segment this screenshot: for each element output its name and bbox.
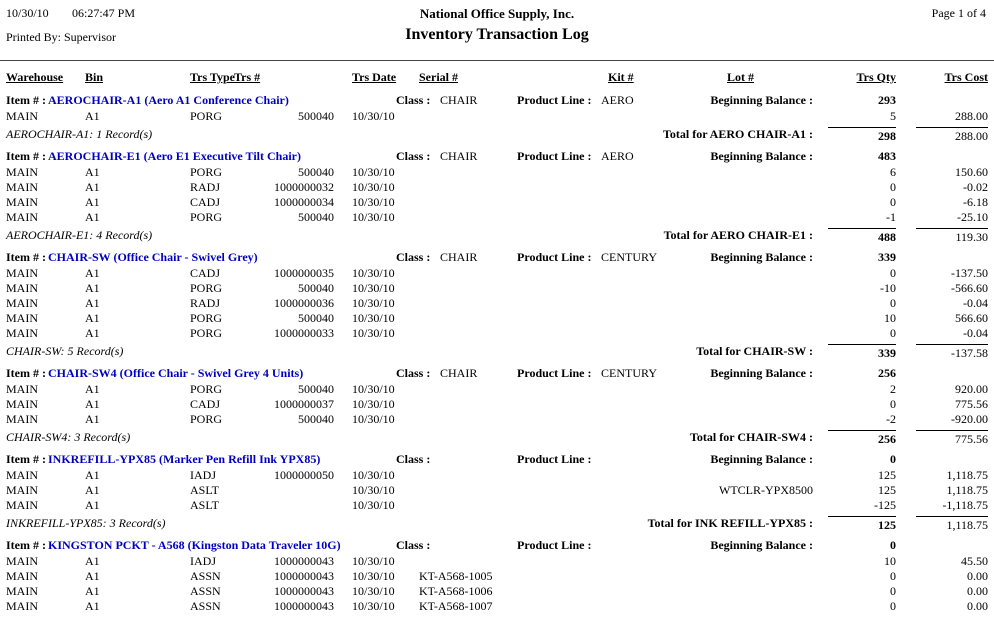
col-trs-no: Trs # [234,70,261,84]
group-total-row [0,430,994,447]
trs-no-cell: 500040 [298,210,334,224]
cost-cell: 1,118.75 [946,483,988,497]
transaction-row [0,109,994,124]
trs-type-cell: CADJ [190,195,221,209]
cost-cell: 0.00 [967,584,988,598]
trs-date-cell: 10/30/10 [352,195,395,209]
trs-date-cell: 10/30/10 [352,382,395,396]
col-warehouse: Warehouse [6,70,64,84]
trs-type-cell: PORG [190,412,223,426]
trs-date-cell: 10/30/10 [352,483,395,497]
bin-cell: A1 [85,584,100,598]
bin-cell: A1 [85,165,100,179]
transaction-row [0,382,994,397]
warehouse-cell: MAIN [6,109,38,123]
group-header-row [0,250,994,266]
transaction-row [0,311,994,326]
total-qty: 298 [828,127,896,144]
trs-date-cell: 10/30/10 [352,584,395,598]
warehouse-cell: MAIN [6,569,38,583]
bin-cell: A1 [85,180,100,194]
qty-cell: 125 [878,468,896,482]
cost-cell: 150.60 [955,165,988,179]
warehouse-cell: MAIN [6,311,38,325]
product-line-label: Product Line : [517,93,592,107]
col-trs-date: Trs Date [352,70,397,84]
item-name-link[interactable]: KINGSTON PCKT - A568 (Kingston Data Traveler 10G) [48,538,341,552]
trs-date-cell: 10/30/10 [352,599,395,613]
trs-no-cell: 1000000037 [274,397,334,411]
warehouse-cell: MAIN [6,210,38,224]
transaction-row [0,599,994,614]
product-line-value: CENTURY [601,250,658,264]
beginning-balance-label: Beginning Balance : [710,250,813,264]
col-serial: Serial # [419,70,458,84]
beginning-balance-qty: 256 [878,366,896,380]
cost-cell: 0.00 [967,569,988,583]
cost-cell: 288.00 [955,109,988,123]
warehouse-cell: MAIN [6,382,38,396]
warehouse-cell: MAIN [6,397,38,411]
bin-cell: A1 [85,195,100,209]
record-count: AEROCHAIR-E1: 4 Record(s) [6,228,153,242]
trs-type-cell: IADJ [190,468,216,482]
cost-cell: 566.60 [955,311,988,325]
serial-cell: KT-A568-1006 [419,584,493,598]
bin-cell: A1 [85,326,100,340]
product-line-label: Product Line : [517,149,592,163]
col-kit: Kit # [608,70,634,84]
trs-type-cell: PORG [190,109,223,123]
group-total-row [0,516,994,533]
cost-cell: -566.60 [951,281,988,295]
qty-cell: 0 [890,180,896,194]
item-name-link[interactable]: AEROCHAIR-E1 (Aero E1 Executive Tilt Chair) [48,149,301,163]
beginning-balance-label: Beginning Balance : [710,93,813,107]
company-name: National Office Supply, Inc. [419,6,575,21]
report-date: 10/30/10 [6,6,49,20]
transaction-row [0,195,994,210]
class-label: Class : [396,250,431,264]
trs-type-cell: ASSN [190,599,221,613]
warehouse-cell: MAIN [6,296,38,310]
transaction-row [0,165,994,180]
warehouse-cell: MAIN [6,165,38,179]
trs-no-cell: 500040 [298,281,334,295]
cost-cell: -0.02 [963,180,988,194]
trs-no-cell: 500040 [298,165,334,179]
col-trs-type: Trs Type [190,70,236,84]
trs-date-cell: 10/30/10 [352,266,395,280]
trs-date-cell: 10/30/10 [352,210,395,224]
trs-type-cell: RADJ [190,296,221,310]
col-trs-qty: Trs Qty [856,70,896,84]
warehouse-cell: MAIN [6,180,38,194]
cost-cell: -6.18 [963,195,988,209]
item-name-link[interactable]: AEROCHAIR-A1 (Aero A1 Conference Chair) [48,93,289,107]
trs-date-cell: 10/30/10 [352,281,395,295]
trs-type-cell: PORG [190,210,223,224]
col-trs-cost: Trs Cost [944,70,988,84]
transaction-row [0,266,994,281]
warehouse-cell: MAIN [6,584,38,598]
total-cost: 288.00 [916,127,988,144]
qty-cell: 0 [890,397,896,411]
product-line-value: CENTURY [601,366,658,380]
group-total-row [0,228,994,245]
total-cost: -137.58 [916,344,988,361]
warehouse-cell: MAIN [6,554,38,568]
serial-cell: KT-A568-1005 [419,569,493,583]
class-label: Class : [396,366,431,380]
trs-date-cell: 10/30/10 [352,468,395,482]
group-header-row [0,538,994,554]
bin-cell: A1 [85,569,100,583]
product-line-label: Product Line : [517,538,592,552]
bin-cell: A1 [85,311,100,325]
transaction-row [0,483,994,498]
class-value: CHAIR [440,366,478,380]
trs-no-cell: 1000000034 [274,195,334,209]
qty-cell: 0 [890,296,896,310]
warehouse-cell: MAIN [6,266,38,280]
transaction-row [0,281,994,296]
trs-date-cell: 10/30/10 [352,311,395,325]
bin-cell: A1 [85,412,100,426]
product-line-label: Product Line : [517,250,592,264]
transaction-row [0,296,994,311]
trs-date-cell: 10/30/10 [352,397,395,411]
class-value: CHAIR [440,149,478,163]
transaction-row [0,569,994,584]
item-name-link[interactable]: CHAIR-SW4 (Office Chair - Swivel Grey 4 Units) [48,366,304,380]
bin-cell: A1 [85,281,100,295]
transaction-row [0,498,994,513]
trs-type-cell: PORG [190,165,223,179]
qty-cell: 10 [884,554,896,568]
bin-cell: A1 [85,468,100,482]
qty-cell: 2 [890,382,896,396]
trs-no-cell: 1000000050 [274,468,334,482]
bin-cell: A1 [85,483,100,497]
group-total-row [0,344,994,361]
item-label: Item # : [6,250,46,264]
bin-cell: A1 [85,266,100,280]
qty-cell: 0 [890,195,896,209]
trs-type-cell: ASSN [190,584,221,598]
total-qty: 256 [828,430,896,447]
trs-no-cell: 1000000043 [274,554,334,568]
record-count: AEROCHAIR-A1: 1 Record(s) [6,127,153,141]
total-qty: 125 [828,516,896,533]
trs-date-cell: 10/30/10 [352,412,395,426]
bin-cell: A1 [85,210,100,224]
column-header-row [0,70,994,88]
bin-cell: A1 [85,296,100,310]
product-line-label: Product Line : [517,452,592,466]
transaction-row [0,397,994,412]
total-qty: 488 [828,228,896,245]
qty-cell: 0 [890,326,896,340]
group-total-row [0,127,994,144]
cost-cell: 775.56 [955,397,988,411]
beginning-balance-qty: 293 [878,93,896,107]
item-label: Item # : [6,93,46,107]
trs-date-cell: 10/30/10 [352,554,395,568]
transaction-row [0,210,994,225]
qty-cell: -1 [886,210,896,224]
beginning-balance-qty: 0 [890,452,896,466]
trs-no-cell: 1000000032 [274,180,334,194]
trs-no-cell: 1000000043 [274,599,334,613]
trs-no-cell: 500040 [298,311,334,325]
trs-type-cell: CADJ [190,397,221,411]
beginning-balance-qty: 339 [878,250,896,264]
trs-no-cell: 1000000036 [274,296,334,310]
qty-cell: 0 [890,266,896,280]
beginning-balance-label: Beginning Balance : [710,149,813,163]
trs-date-cell: 10/30/10 [352,569,395,583]
bin-cell: A1 [85,599,100,613]
warehouse-cell: MAIN [6,412,38,426]
trs-no-cell: 500040 [298,412,334,426]
total-label: Total for CHAIR-SW4 : [689,430,813,444]
col-bin: Bin [85,70,104,84]
class-value: CHAIR [440,93,478,107]
trs-date-cell: 10/30/10 [352,326,395,340]
group-header-row [0,452,994,468]
cost-cell: -25.10 [957,210,988,224]
total-cost: 1,118.75 [916,516,988,533]
warehouse-cell: MAIN [6,281,38,295]
class-label: Class : [396,452,431,466]
cost-cell: -137.50 [951,266,988,280]
bin-cell: A1 [85,109,100,123]
trs-type-cell: PORG [190,382,223,396]
trs-date-cell: 10/30/10 [352,109,395,123]
total-cost: 775.56 [916,430,988,447]
total-label: Total for AERO CHAIR-E1 : [663,228,813,242]
cost-cell: 45.50 [961,554,988,568]
trs-no-cell: 500040 [298,382,334,396]
cost-cell: 920.00 [955,382,988,396]
qty-cell: 0 [890,569,896,583]
trs-no-cell: 1000000035 [274,266,334,280]
cost-cell: -920.00 [951,412,988,426]
warehouse-cell: MAIN [6,498,38,512]
qty-cell: 5 [890,109,896,123]
trs-no-cell: 500040 [298,109,334,123]
trs-type-cell: ASLT [190,498,219,512]
cost-cell: -0.04 [963,326,988,340]
cost-cell: -0.04 [963,296,988,310]
total-qty: 339 [828,344,896,361]
col-lot: Lot # [727,70,754,84]
record-count: CHAIR-SW: 5 Record(s) [6,344,124,358]
item-label: Item # : [6,452,46,466]
bin-cell: A1 [85,498,100,512]
page-header [0,0,994,61]
lot-cell: WTCLR-YPX8500 [719,483,813,497]
printed-by: Printed By: Supervisor [6,30,116,44]
beginning-balance-label: Beginning Balance : [710,366,813,380]
cost-cell: -1,118.75 [942,498,988,512]
transaction-row [0,468,994,483]
item-name-link[interactable]: CHAIR-SW (Office Chair - Swivel Grey) [48,250,258,264]
trs-type-cell: RADJ [190,180,221,194]
report-title: Inventory Transaction Log [405,26,589,43]
qty-cell: -2 [886,412,896,426]
trs-no-cell: 1000000033 [274,326,334,340]
record-count: INKREFILL-YPX85: 3 Record(s) [6,516,166,530]
group-header-row [0,149,994,165]
warehouse-cell: MAIN [6,326,38,340]
item-label: Item # : [6,149,46,163]
report-time: 06:27:47 PM [72,6,136,20]
trs-type-cell: PORG [190,326,223,340]
class-value: CHAIR [440,250,478,264]
class-label: Class : [396,93,431,107]
bin-cell: A1 [85,554,100,568]
transaction-row [0,326,994,341]
beginning-balance-qty: 483 [878,149,896,163]
trs-no-cell: 1000000043 [274,569,334,583]
beginning-balance-qty: 0 [890,538,896,552]
trs-type-cell: PORG [190,311,223,325]
trs-date-cell: 10/30/10 [352,165,395,179]
trs-date-cell: 10/30/10 [352,498,395,512]
record-count: CHAIR-SW4: 3 Record(s) [6,430,131,444]
trs-date-cell: 10/30/10 [352,180,395,194]
warehouse-cell: MAIN [6,483,38,497]
warehouse-cell: MAIN [6,599,38,613]
trs-type-cell: PORG [190,281,223,295]
trs-type-cell: IADJ [190,554,216,568]
item-name-link[interactable]: INKREFILL-YPX85 (Marker Pen Refill Ink YPX85) [48,452,321,466]
total-cost: 119.30 [916,228,988,245]
total-label: Total for AERO CHAIR-A1 : [662,127,813,141]
serial-cell: KT-A568-1007 [419,599,493,613]
product-line-label: Product Line : [517,366,592,380]
total-label: Total for INK REFILL-YPX85 : [647,516,813,530]
group-header-row [0,366,994,382]
warehouse-cell: MAIN [6,195,38,209]
class-label: Class : [396,149,431,163]
group-header-row [0,93,994,109]
qty-cell: 0 [890,599,896,613]
product-line-value: AERO [601,149,634,163]
qty-cell: 6 [890,165,896,179]
qty-cell: -125 [874,498,896,512]
cost-cell: 0.00 [967,599,988,613]
beginning-balance-label: Beginning Balance : [710,452,813,466]
trs-type-cell: ASSN [190,569,221,583]
beginning-balance-label: Beginning Balance : [710,538,813,552]
total-label: Total for CHAIR-SW : [696,344,813,358]
transaction-row [0,412,994,427]
page-number: Page 1 of 4 [931,6,986,20]
qty-cell: 0 [890,584,896,598]
item-label: Item # : [6,366,46,380]
qty-cell: 10 [884,311,896,325]
qty-cell: -10 [880,281,896,295]
transaction-row [0,584,994,599]
transaction-row [0,180,994,195]
trs-type-cell: CADJ [190,266,221,280]
bin-cell: A1 [85,382,100,396]
trs-date-cell: 10/30/10 [352,296,395,310]
product-line-value: AERO [601,93,634,107]
trs-type-cell: ASLT [190,483,219,497]
class-label: Class : [396,538,431,552]
cost-cell: 1,118.75 [946,468,988,482]
trs-no-cell: 1000000043 [274,584,334,598]
bin-cell: A1 [85,397,100,411]
transaction-row [0,554,994,569]
warehouse-cell: MAIN [6,468,38,482]
item-label: Item # : [6,538,46,552]
qty-cell: 125 [878,483,896,497]
